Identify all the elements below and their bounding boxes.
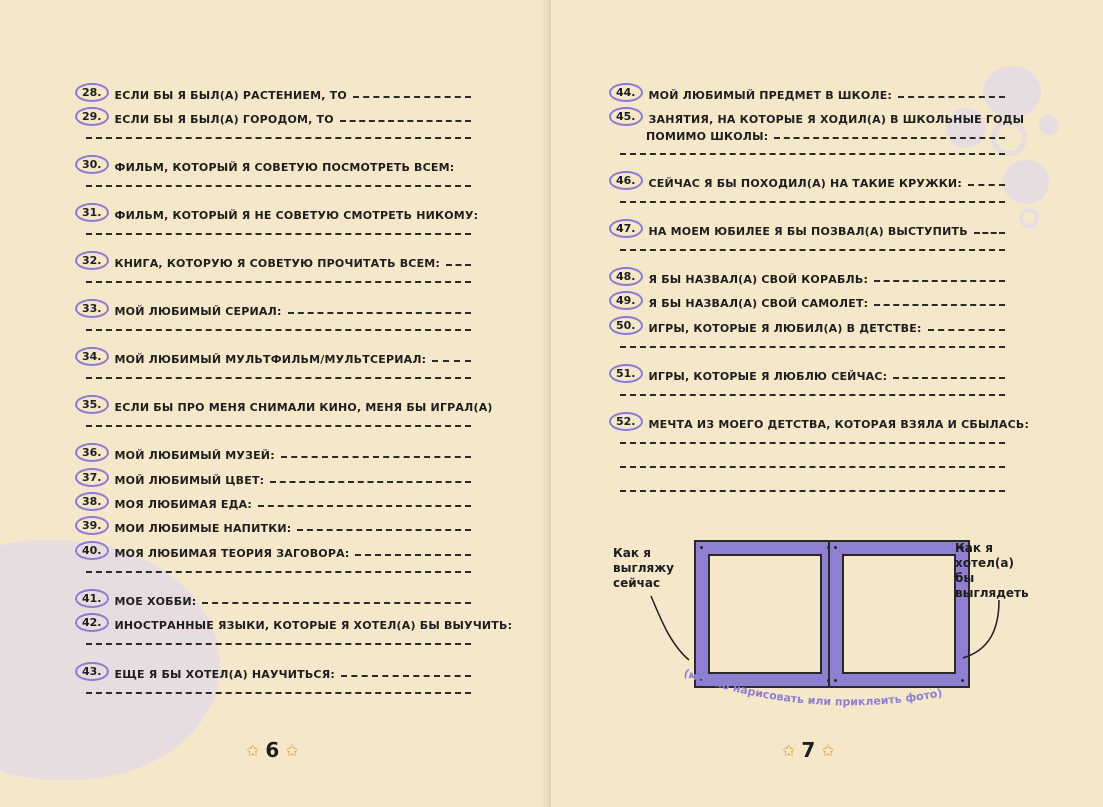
photo-frame-wish[interactable] — [830, 542, 968, 686]
question-text: МОЯ ЛЮБИМАЯ ТЕОРИЯ ЗАГОВОРА: — [114, 547, 350, 560]
question-31 — [75, 200, 479, 222]
nail — [700, 679, 703, 682]
question-30 — [75, 152, 471, 174]
question-text: МОЙ ЛЮБИМЫЙ МУЗЕЙ: — [114, 449, 275, 462]
answer-line[interactable] — [270, 481, 471, 483]
question-text: ЕСЛИ БЫ Я БЫЛ(А) РАСТЕНИЕМ, ТО — [114, 89, 347, 102]
question-32 — [75, 248, 471, 270]
star-icon: ✩ — [782, 740, 796, 760]
question-text: КНИГА, КОТОРУЮ Я СОВЕТУЮ ПРОЧИТАТЬ ВСЕМ: — [114, 257, 441, 270]
question-text: СЕЙЧАС Я БЫ ПОХОДИЛ(А) НА ТАКИЕ КРУЖКИ: — [648, 177, 962, 190]
answer-line[interactable] — [86, 643, 471, 645]
question-29 — [75, 104, 471, 126]
caption-now: Как я выгляжу сейчас — [613, 546, 674, 590]
question-44 — [609, 80, 1005, 102]
star-icon: ✩ — [821, 740, 835, 760]
answer-line[interactable] — [974, 232, 1005, 234]
question-39 — [75, 513, 471, 535]
question-text: МОЙ ЛЮБИМЫЙ ПРЕДМЕТ В ШКОЛЕ: — [648, 89, 893, 102]
question-text: МОЯ ЛЮБИМАЯ ЕДА: — [114, 498, 252, 511]
question-number: 44. — [609, 83, 643, 102]
caption-wish: Как я хотел(а) бы выглядеть — [955, 541, 1029, 600]
answer-line[interactable] — [355, 554, 471, 556]
answer-line[interactable] — [928, 329, 1005, 331]
question-text: МОЙ ЛЮБИМЫЙ ЦВЕТ: — [114, 474, 265, 487]
answer-line[interactable] — [86, 137, 471, 139]
answer-line[interactable] — [297, 529, 471, 531]
question-38 — [75, 489, 471, 511]
question-number: 33. — [75, 299, 109, 318]
question-number: 34. — [75, 347, 109, 366]
question-text: ИГРЫ, КОТОРЫЕ Я ЛЮБЛЮ СЕЙЧАС: — [648, 370, 888, 383]
page-number-right — [782, 738, 835, 762]
decorative-bubble — [1019, 208, 1039, 228]
left-page — [0, 0, 548, 807]
question-number: 41. — [75, 589, 109, 608]
question-text: ПОМИМО ШКОЛЫ: — [646, 130, 769, 143]
question-text: ФИЛЬМ, КОТОРЫЙ Я СОВЕТУЮ ПОСМОТРЕТЬ ВСЕМ: — [114, 161, 455, 174]
nail — [834, 679, 837, 682]
question-number: 38. — [75, 492, 109, 511]
question-number: 39. — [75, 516, 109, 535]
question-text: ЕЩЕ Я БЫ ХОТЕЛ(А) НАУЧИТЬСЯ: — [114, 668, 335, 681]
star-icon: ✩ — [285, 740, 299, 760]
question-text: ЕСЛИ БЫ Я БЫЛ(А) ГОРОДОМ, ТО — [114, 113, 334, 126]
question-34 — [75, 344, 471, 366]
question-35 — [75, 392, 493, 414]
answer-line[interactable] — [774, 137, 1005, 139]
question-number: 37. — [75, 468, 109, 487]
answer-line[interactable] — [620, 201, 1005, 203]
question-number: 31. — [75, 203, 109, 222]
question-text: НА МОЕМ ЮБИЛЕЕ Я БЫ ПОЗВАЛ(А) ВЫСТУПИТЬ — [648, 225, 968, 238]
nail — [834, 546, 837, 549]
question-51 — [609, 361, 1005, 383]
decorative-bubble — [1003, 160, 1049, 204]
answer-line[interactable] — [968, 184, 1005, 186]
question-number: 32. — [75, 251, 109, 270]
answer-line[interactable] — [353, 96, 471, 98]
answer-line[interactable] — [874, 280, 1005, 282]
question-42 — [75, 610, 513, 632]
question-47 — [609, 216, 1005, 238]
frames-note: (можно нарисовать или приклеить фото) — [682, 666, 944, 709]
answer-line[interactable] — [620, 490, 1005, 492]
question-text: ФИЛЬМ, КОТОРЫЙ Я НЕ СОВЕТУЮ СМОТРЕТЬ НИКОМУ: — [114, 209, 479, 222]
pointer-line-right — [963, 600, 999, 658]
answer-line[interactable] — [258, 505, 471, 507]
question-number: 29. — [75, 107, 109, 126]
question-text: ИГРЫ, КОТОРЫЕ Я ЛЮБИЛ(А) В ДЕТСТВЕ: — [648, 322, 922, 335]
question-text: МОЕ ХОББИ: — [114, 595, 197, 608]
question-50 — [609, 313, 1005, 335]
question-46 — [609, 168, 1005, 190]
question-text: ЕСЛИ БЫ ПРО МЕНЯ СНИМАЛИ КИНО, МЕНЯ БЫ ИГРАЛ(А) — [114, 401, 493, 414]
answer-line[interactable] — [620, 346, 1005, 348]
question-37 — [75, 465, 471, 487]
question-number: 28. — [75, 83, 109, 102]
answer-line[interactable] — [620, 249, 1005, 251]
question-number: 40. — [75, 541, 109, 560]
question-number: 52. — [609, 412, 643, 431]
question-text: МОИ ЛЮБИМЫЕ НАПИТКИ: — [114, 522, 292, 535]
answer-line[interactable] — [341, 675, 471, 677]
question-36 — [75, 440, 471, 462]
question-text: МОЙ ЛЮБИМЫЙ МУЛЬТФИЛЬМ/МУЛЬТСЕРИАЛ: — [114, 353, 427, 366]
question-text: ЗАНЯТИЯ, НА КОТОРЫЕ Я ХОДИЛ(А) В ШКОЛЬНЫЕ ГОДЫ — [648, 113, 1025, 126]
question-40 — [75, 538, 471, 560]
question-number: 51. — [609, 364, 643, 383]
question-52 — [609, 409, 1030, 431]
answer-line[interactable] — [898, 96, 1005, 98]
question-number: 49. — [609, 291, 643, 310]
nail — [961, 679, 964, 682]
answer-line[interactable] — [620, 466, 1005, 468]
answer-line[interactable] — [620, 153, 1005, 155]
answer-line[interactable] — [432, 360, 471, 362]
question-48 — [609, 264, 1005, 286]
page-number-text: 6 — [265, 738, 280, 762]
page-number-text: 7 — [801, 738, 816, 762]
question-text: Я БЫ НАЗВАЛ(А) СВОЙ КОРАБЛЬ: — [648, 273, 869, 286]
photo-frame-now[interactable] — [696, 542, 834, 686]
question-text: Я БЫ НАЗВАЛ(А) СВОЙ САМОЛЕТ: — [648, 297, 869, 310]
answer-line[interactable] — [86, 571, 471, 573]
question-number: 43. — [75, 662, 109, 681]
answer-line[interactable] — [86, 281, 471, 283]
answer-line[interactable] — [340, 120, 471, 122]
question-33 — [75, 296, 471, 318]
question-number: 42. — [75, 613, 109, 632]
question-45-continued — [646, 121, 1005, 143]
nail — [700, 546, 703, 549]
question-41 — [75, 586, 471, 608]
answer-line[interactable] — [893, 377, 1005, 379]
answer-line[interactable] — [86, 233, 471, 235]
question-number: 46. — [609, 171, 643, 190]
decorative-bubble — [1039, 115, 1059, 135]
answer-line[interactable] — [446, 264, 471, 266]
answer-line[interactable] — [874, 304, 1005, 306]
answer-line[interactable] — [86, 692, 471, 694]
question-43 — [75, 659, 471, 681]
answer-line[interactable] — [620, 394, 1005, 396]
answer-line[interactable] — [288, 312, 471, 314]
answer-line[interactable] — [281, 456, 471, 458]
right-page — [551, 0, 1103, 807]
question-text: МЕЧТА ИЗ МОЕГО ДЕТСТВА, КОТОРАЯ ВЗЯЛА И СБЫЛАСЬ: — [648, 418, 1030, 431]
question-number: 47. — [609, 219, 643, 238]
answer-line[interactable] — [620, 442, 1005, 444]
pointer-line-left — [651, 596, 689, 660]
answer-line[interactable] — [86, 425, 471, 427]
question-28 — [75, 80, 471, 102]
answer-line[interactable] — [86, 185, 471, 187]
question-number: 30. — [75, 155, 109, 174]
page-number-left — [246, 738, 299, 762]
question-number: 50. — [609, 316, 643, 335]
question-number: 48. — [609, 267, 643, 286]
question-text: МОЙ ЛЮБИМЫЙ СЕРИАЛ: — [114, 305, 282, 318]
question-text: ИНОСТРАННЫЕ ЯЗЫКИ, КОТОРЫЕ Я ХОТЕЛ(А) БЫ ВЫУЧИТЬ: — [114, 619, 513, 632]
question-number: 36. — [75, 443, 109, 462]
answer-line[interactable] — [86, 377, 471, 379]
star-icon: ✩ — [246, 740, 260, 760]
answer-line[interactable] — [86, 329, 471, 331]
answer-line[interactable] — [202, 602, 471, 604]
question-number: 45. — [609, 107, 643, 126]
question-49 — [609, 288, 1005, 310]
question-number: 35. — [75, 395, 109, 414]
